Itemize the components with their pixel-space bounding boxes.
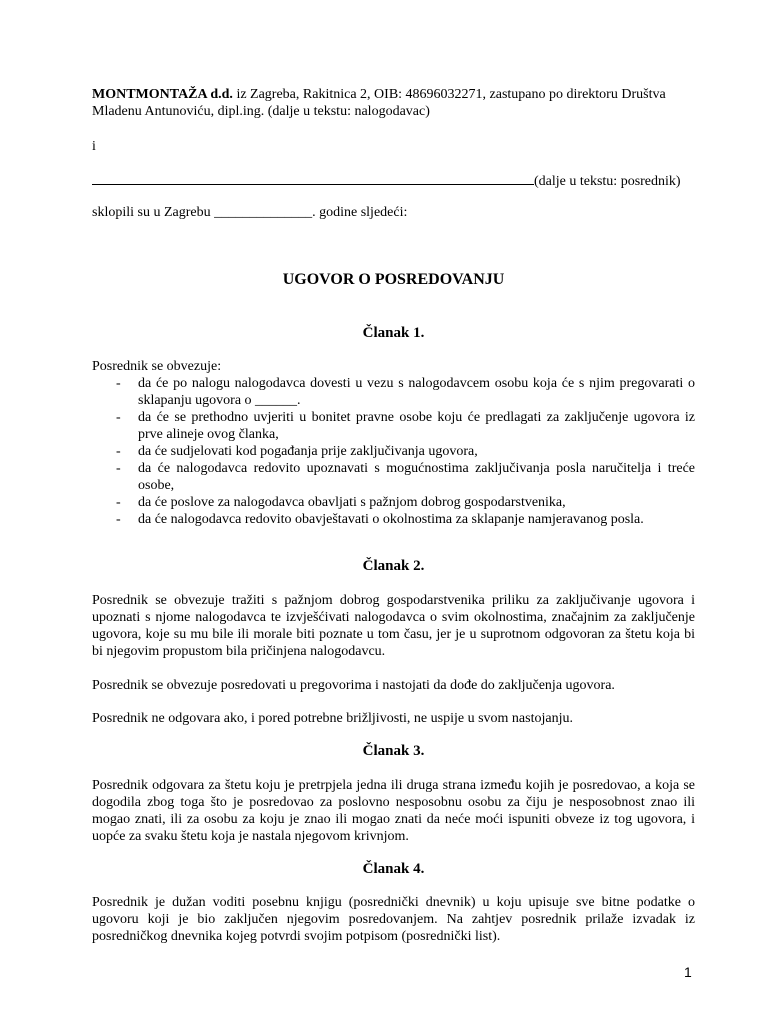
article-1-heading: Članak 1. <box>362 325 425 341</box>
list-item: - da će se prethodno uvjeriti u bonitet pravne osobe koju će predlagati za zaključenje ugovora iz prve alineje ovog članka, <box>116 410 695 442</box>
article-4-paragraph-1: Posrednik je dužan voditi posebnu knjigu (posrednički dnevnik) u koju upisuje sve bitne podatke o ugovoru koji je bio zaključen njegovim posredovanjem. Na zahtjev posrednik prilaže izvadak iz posredničkog dnevnika kojeg potvrdi svojim potpisom (posrednički list). <box>92 895 695 944</box>
list-item: - da će nalogodavca redovito obavještavati o okolnostima za sklapanje namjeravanog posla. <box>116 512 644 527</box>
page-number: 1 <box>684 964 692 980</box>
party-details: iz Zagreba, Rakitnica 2, OIB: 48696032271, zastupano po direktoru Društva Mladenu Antunoviću, dipl.ing. (dalje u tekstu: nalogodavac) <box>92 87 666 119</box>
list-item: - da će nalogodavca redovito upoznavati s mogućnostima zaključivanja posla naručitelja i treće osobe, <box>116 461 695 493</box>
article-1-body <box>92 358 695 528</box>
party-name: MONTMONTAŽA d.d. <box>92 87 233 102</box>
article-1-list <box>92 375 695 528</box>
list-item: - da će sudjelovati kod pogađanja prije zaključivanja ugovora, <box>116 444 478 459</box>
signed-date-suffix: . godine sljedeći: <box>312 205 408 220</box>
contract-title: UGOVOR O POSREDOVANJU <box>282 271 505 288</box>
list-item: - da će poslove za nalogodavca obavljati s pažnjom dobrog gospodarstvenika, <box>116 495 566 510</box>
article-2-paragraph-3: Posrednik ne odgovara ako, i pored potrebne brižljivosti, ne uspije u svom nastojanju. <box>92 711 573 726</box>
article-3-heading: Članak 3. <box>362 743 425 759</box>
party-nalogodavac <box>92 86 695 120</box>
article-4-heading: Članak 4. <box>362 861 425 877</box>
posrednik-line <box>92 171 695 190</box>
article-1-lead: Posrednik se obvezuje: <box>92 359 222 374</box>
article-2-paragraph-1: Posrednik se obvezuje tražiti s pažnjom dobrog gospodarstvenika priliku za zaključivanje ugovora i upoznati s njome nalogodavca te izvješćivati nalogodavca o svim okolnostima, značajnim za zaključenje ugovora, koje su mu bile ili morale biti poznate u tom času, jer je u suprotnom odgovoran za štetu koja bi bi njegovim propustom bila pričinjena nalogodavcu. <box>92 593 695 659</box>
posrednik-name-blank <box>92 171 534 185</box>
conjunction: i <box>92 139 96 154</box>
signed-place-date <box>92 204 695 221</box>
signed-place-text: sklopili su u Zagrebu <box>92 205 215 220</box>
article-2-paragraph-2: Posrednik se obvezuje posredovati u pregovorima i nastojati da dođe do zaključenja ugovora. <box>92 678 615 693</box>
signed-date-blank: ______________ <box>214 205 313 220</box>
article-2-heading: Članak 2. <box>362 558 425 574</box>
posrednik-label: (dalje u tekstu: posrednik) <box>534 174 681 189</box>
list-item: - da će po nalogu nalogodavca dovesti u vezu s nalogodavcem osobu koja će s njim pregovarati o sklapanju ugovora o ______. <box>116 376 695 408</box>
article-3-paragraph-1: Posrednik odgovara za štetu koju je pretrpjela jedna ili druga strana između kojih je posredovao, a koja se dogodila zbog toga što je posredovao za poslovno nesposobnu osobu za čiju je nesposobnost znao ili mogao znati, ili za osobu za koju je znao ili mogao znati da neće moći ispuniti obveze iz tog ugovora, i uopće za svaku štetu koja je nastala njegovom krivnjom. <box>92 778 695 844</box>
